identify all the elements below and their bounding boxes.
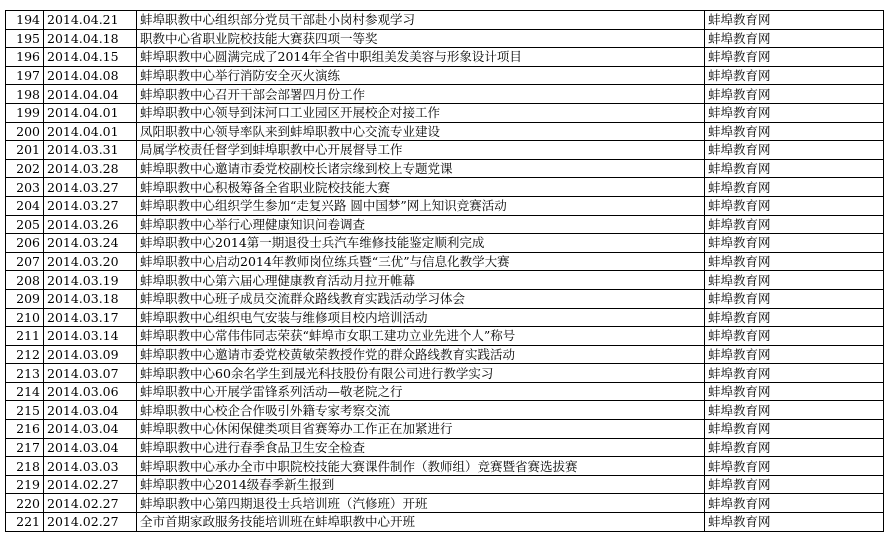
table-row [6, 141, 884, 160]
row-title: 蚌埠职教中心校企合作吸引外籍专家考察交流 [137, 401, 705, 420]
row-title: 蚌埠职教中心60余名学生到晟光科技股份有限公司进行教学实习 [137, 364, 705, 383]
row-source: 蚌埠教育网 [705, 364, 884, 383]
row-number: 194 [6, 11, 44, 30]
row-title: 蚌埠职教中心举行心理健康知识问卷调查 [137, 215, 705, 234]
row-title: 蚌埠职教中心第四期退役士兵培训班（汽修班）开班 [137, 494, 705, 513]
row-number: 205 [6, 215, 44, 234]
row-source: 蚌埠教育网 [705, 457, 884, 476]
row-title: 蚌埠职教中心启动2014年教师岗位练兵暨“三优”与信息化教学大赛 [137, 252, 705, 271]
row-date: 2014.02.27 [44, 494, 137, 513]
row-number: 201 [6, 141, 44, 160]
row-source: 蚌埠教育网 [705, 103, 884, 122]
row-date: 2014.03.06 [44, 382, 137, 401]
row-date: 2014.03.18 [44, 289, 137, 308]
table-row [6, 345, 884, 364]
row-number: 209 [6, 289, 44, 308]
row-source: 蚌埠教育网 [705, 234, 884, 253]
row-title: 蚌埠职教中心圆满完成了2014年全省中职组美发美容与形象设计项目 [137, 48, 705, 67]
row-title: 蚌埠职教中心2014级春季新生报到 [137, 475, 705, 494]
row-title: 局属学校责任督学到蚌埠职教中心开展督导工作 [137, 141, 705, 160]
news-log-body [6, 11, 884, 532]
row-source: 蚌埠教育网 [705, 252, 884, 271]
row-source: 蚌埠教育网 [705, 289, 884, 308]
row-title: 蚌埠职教中心邀请市委党校黄敏荣教授作党的群众路线教育实践活动 [137, 345, 705, 364]
row-date: 2014.03.26 [44, 215, 137, 234]
row-title: 蚌埠职教中心休闲保健类项目省赛筹办工作正在加紧进行 [137, 420, 705, 439]
row-title: 蚌埠职教中心举行消防安全灭火演练 [137, 66, 705, 85]
table-row [6, 513, 884, 532]
row-source: 蚌埠教育网 [705, 420, 884, 439]
row-date: 2014.03.04 [44, 438, 137, 457]
row-title: 蚌埠职教中心组织电气安装与维修项目校内培训活动 [137, 308, 705, 327]
table-row [6, 48, 884, 67]
row-source: 蚌埠教育网 [705, 475, 884, 494]
row-date: 2014.03.20 [44, 252, 137, 271]
row-source: 蚌埠教育网 [705, 141, 884, 160]
row-date: 2014.03.24 [44, 234, 137, 253]
table-row [6, 252, 884, 271]
row-date: 2014.03.04 [44, 420, 137, 439]
table-row [6, 29, 884, 48]
row-source: 蚌埠教育网 [705, 11, 884, 30]
row-number: 216 [6, 420, 44, 439]
row-number: 206 [6, 234, 44, 253]
row-date: 2014.04.15 [44, 48, 137, 67]
row-date: 2014.04.01 [44, 122, 137, 141]
row-date: 2014.04.21 [44, 11, 137, 30]
row-source: 蚌埠教育网 [705, 401, 884, 420]
row-number: 210 [6, 308, 44, 327]
row-title: 凤阳职教中心领导率队来到蚌埠职教中心交流专业建设 [137, 122, 705, 141]
row-source: 蚌埠教育网 [705, 48, 884, 67]
row-number: 219 [6, 475, 44, 494]
row-source: 蚌埠教育网 [705, 215, 884, 234]
table-row [6, 178, 884, 197]
row-source: 蚌埠教育网 [705, 494, 884, 513]
row-number: 196 [6, 48, 44, 67]
row-source: 蚌埠教育网 [705, 66, 884, 85]
row-number: 199 [6, 103, 44, 122]
row-number: 221 [6, 513, 44, 532]
table-row [6, 420, 884, 439]
table-row [6, 475, 884, 494]
row-source: 蚌埠教育网 [705, 345, 884, 364]
row-number: 202 [6, 159, 44, 178]
table-row [6, 457, 884, 476]
row-source: 蚌埠教育网 [705, 513, 884, 532]
row-date: 2014.03.31 [44, 141, 137, 160]
row-title: 蚌埠职教中心班子成员交流群众路线教育实践活动学习体会 [137, 289, 705, 308]
row-source: 蚌埠教育网 [705, 438, 884, 457]
table-row [6, 438, 884, 457]
row-date: 2014.03.28 [44, 159, 137, 178]
table-row [6, 122, 884, 141]
news-log-table [5, 10, 884, 532]
table-row [6, 308, 884, 327]
table-row [6, 271, 884, 290]
row-source: 蚌埠教育网 [705, 271, 884, 290]
row-number: 217 [6, 438, 44, 457]
row-number: 198 [6, 85, 44, 104]
row-number: 197 [6, 66, 44, 85]
row-date: 2014.03.07 [44, 364, 137, 383]
row-date: 2014.04.08 [44, 66, 137, 85]
row-date: 2014.03.27 [44, 196, 137, 215]
row-date: 2014.02.27 [44, 475, 137, 494]
row-source: 蚌埠教育网 [705, 29, 884, 48]
row-title: 蚌埠职教中心领导到沫河口工业园区开展校企对接工作 [137, 103, 705, 122]
row-source: 蚌埠教育网 [705, 327, 884, 346]
row-number: 208 [6, 271, 44, 290]
table-row [6, 11, 884, 30]
row-title: 蚌埠职教中心2014第一期退役士兵汽车维修技能鉴定顺利完成 [137, 234, 705, 253]
row-title: 职教中心省职业院校技能大赛获四项一等奖 [137, 29, 705, 48]
row-title: 蚌埠职教中心开展学雷锋系列活动—敬老院之行 [137, 382, 705, 401]
row-date: 2014.03.17 [44, 308, 137, 327]
row-title: 蚌埠职教中心第六届心理健康教育活动月拉开帷幕 [137, 271, 705, 290]
table-row [6, 401, 884, 420]
row-source: 蚌埠教育网 [705, 122, 884, 141]
row-source: 蚌埠教育网 [705, 159, 884, 178]
row-title: 蚌埠职教中心常伟伟同志荣获“蚌埠市女职工建功立业先进个人”称号 [137, 327, 705, 346]
row-source: 蚌埠教育网 [705, 178, 884, 197]
row-title: 蚌埠职教中心组织部分党员干部赴小岗村参观学习 [137, 11, 705, 30]
row-number: 204 [6, 196, 44, 215]
row-title: 蚌埠职教中心进行春季食品卫生安全检查 [137, 438, 705, 457]
row-date: 2014.03.27 [44, 178, 137, 197]
table-row [6, 66, 884, 85]
table-row [6, 196, 884, 215]
row-date: 2014.03.03 [44, 457, 137, 476]
row-number: 218 [6, 457, 44, 476]
table-row [6, 327, 884, 346]
row-source: 蚌埠教育网 [705, 85, 884, 104]
row-date: 2014.02.27 [44, 513, 137, 532]
row-title: 全市首期家政服务技能培训班在蚌埠职教中心开班 [137, 513, 705, 532]
row-source: 蚌埠教育网 [705, 382, 884, 401]
row-date: 2014.03.19 [44, 271, 137, 290]
row-number: 220 [6, 494, 44, 513]
table-row [6, 382, 884, 401]
row-date: 2014.04.01 [44, 103, 137, 122]
table-row [6, 289, 884, 308]
table-row [6, 234, 884, 253]
table-row [6, 103, 884, 122]
row-date: 2014.04.04 [44, 85, 137, 104]
row-date: 2014.03.04 [44, 401, 137, 420]
table-row [6, 494, 884, 513]
table-row [6, 364, 884, 383]
row-date: 2014.04.18 [44, 29, 137, 48]
row-title: 蚌埠职教中心积极筹备全省职业院校技能大赛 [137, 178, 705, 197]
row-number: 215 [6, 401, 44, 420]
row-number: 200 [6, 122, 44, 141]
row-title: 蚌埠职教中心邀请市委党校副校长诸宗缘到校上专题党课 [137, 159, 705, 178]
row-title: 蚌埠职教中心承办全市中职院校技能大赛课件制作（教师组）竞赛暨省赛选拔赛 [137, 457, 705, 476]
row-source: 蚌埠教育网 [705, 196, 884, 215]
row-source: 蚌埠教育网 [705, 308, 884, 327]
row-title: 蚌埠职教中心组织学生参加“走复兴路 圆中国梦”网上知识竞赛活动 [137, 196, 705, 215]
row-number: 212 [6, 345, 44, 364]
table-row [6, 159, 884, 178]
row-date: 2014.03.09 [44, 345, 137, 364]
row-number: 203 [6, 178, 44, 197]
table-row [6, 85, 884, 104]
row-number: 207 [6, 252, 44, 271]
row-number: 214 [6, 382, 44, 401]
row-title: 蚌埠职教中心召开干部会部署四月份工作 [137, 85, 705, 104]
row-date: 2014.03.14 [44, 327, 137, 346]
row-number: 195 [6, 29, 44, 48]
row-number: 213 [6, 364, 44, 383]
table-row [6, 215, 884, 234]
row-number: 211 [6, 327, 44, 346]
